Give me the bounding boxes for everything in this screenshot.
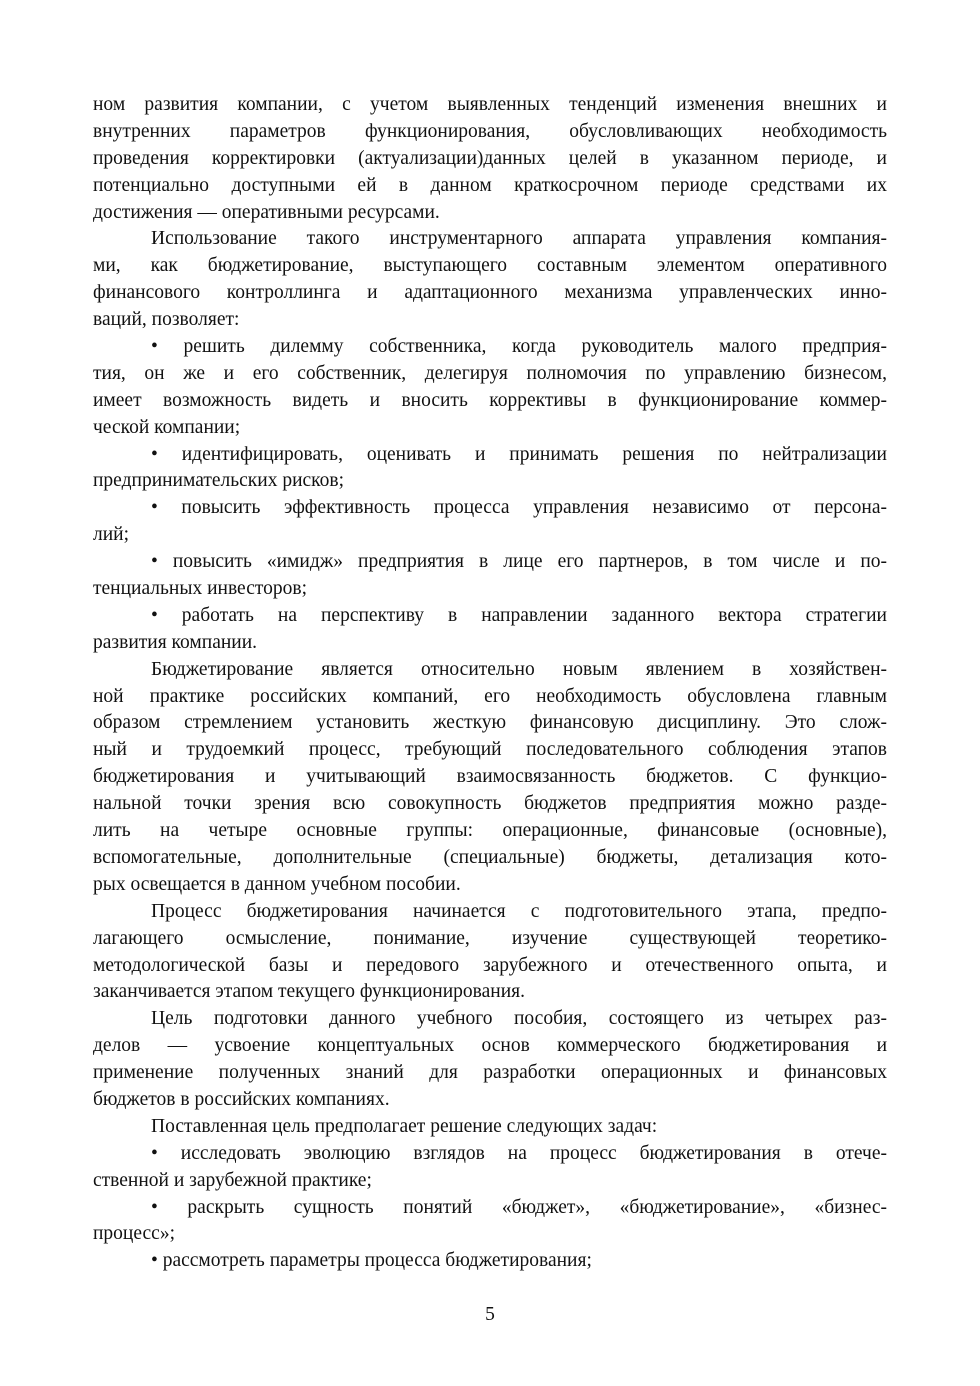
paragraph [93,1114,887,1141]
text-line: • работать на перспективу в направлении заданного вектора стратегии [151,604,887,626]
text-line: процесс»; [93,1223,175,1245]
text-line: бюджетирования и учитывающий взаимосвязанность бюджетов. С функцио- [93,766,887,788]
text-line: достижения — оперативными ресурсами. [93,201,440,223]
text-line: Использование такого инструментарного аппарата управления компания- [151,228,887,250]
text-line: Бюджетирование является относительно новым явлением в хозяйствен- [151,658,887,680]
text-line: нальной точки зрения всю совокупность бюджетов предприятия можно разде- [93,793,887,815]
text-line: тия, он же и его собственник, делегируя полномочия по управлению бизнесом, [93,362,887,384]
text-line: лить на четыре основные группы: операционные, финансовые (основные), [93,820,887,842]
text-line: • рассмотреть параметры процесса бюджетирования; [151,1250,592,1272]
text-line: ном развития компании, с учетом выявленных тенденций изменения внешних и [93,94,887,115]
text-line: ной практике российских компаний, его необходимость обусловлена главным [93,685,887,707]
text-line: • повысить «имидж» предприятия в лице его партнеров, в том числе и по- [151,551,887,573]
text-line: применение полученных знаний для разработки операционных и финансовых [93,1062,887,1084]
page-number: 5 [485,1304,495,1325]
text-line: Поставленная цель предполагает решение следующих задач: [151,1115,658,1137]
paragraph [93,657,887,899]
text-line: Цель подготовки данного учебного пособия, состоящего из четырех раз- [151,1008,887,1030]
bullet-item [93,603,887,657]
text-line: методологической базы и передового зарубежного и отечественного опыта, и [93,954,887,976]
paragraph [93,226,887,334]
text-line: предпринимательских рисков; [93,470,345,492]
text-line: вспомогательные, дополнительные (специальные) бюджеты, детализация кото- [93,846,887,868]
text-line: • повысить эффективность процесса управления независимо от персона- [151,497,887,519]
paragraph [93,1006,887,1114]
bullet-item [93,549,887,603]
text-line: ваций, позволяет: [93,309,240,331]
text-line: ственной и зарубежной практике; [93,1169,372,1191]
paragraph [93,899,887,1007]
text-line: внутренних параметров функционирования, обусловливающих необходимость [93,120,887,142]
text-line: Процесс бюджетирования начинается с подготовительного этапа, предпо- [151,900,887,922]
text-line: лий; [93,524,130,546]
text-line: заканчивается этапом текущего функционирования. [93,981,525,1003]
text-line: тенциальных инвесторов; [93,578,307,600]
text-line: лагающего осмысление, понимание, изучение существующей теоретико- [93,927,887,949]
bullet-item [93,1195,887,1249]
text-line: образом стремлением установить жесткую финансовую дисциплину. Это слож- [93,712,887,734]
text-line: рых освещается в данном учебном пособии. [93,873,461,895]
text-line: делов — усвоение концептуальных основ коммерческого бюджетирования и [93,1035,887,1057]
bullet-item [93,495,887,549]
text-line: • раскрыть сущность понятий «бюджет», «бюджетирование», «бизнес- [151,1196,887,1218]
text-line: ный и трудоемкий процесс, требующий последовательного соблюдения этапов [93,739,887,761]
body-text [93,92,887,1275]
text-line: • решить дилемму собственника, когда руководитель малого предприя- [151,336,887,358]
text-line: ми, как бюджетирование, выступающего составным элементом оперативного [93,255,887,277]
text-line: потенциально доступными ей в данном краткосрочном периоде средствами их [93,174,887,196]
text-line: проведения корректировки (актуализации)данных целей в указанном периоде, и [93,147,887,169]
bullet-item [93,1141,887,1195]
text-line: финансового контроллинга и адаптационного механизма управленческих инно- [93,282,887,304]
text-line: бюджетов в российских компаниях. [93,1088,390,1110]
text-line: • идентифицировать, оценивать и принимать решения по нейтрализации [151,443,887,465]
bullet-item [93,334,887,442]
paragraph [93,92,887,226]
text-line: • исследовать эволюцию взглядов на процесс бюджетирования в отече- [151,1142,887,1164]
text-line: развития компании. [93,631,258,653]
text-line: ческой компании; [93,416,241,438]
bullet-item [93,442,887,496]
bullet-item [93,1248,887,1275]
text-line: имеет возможность видеть и вносить коррективы в функционирование коммер- [93,389,887,411]
